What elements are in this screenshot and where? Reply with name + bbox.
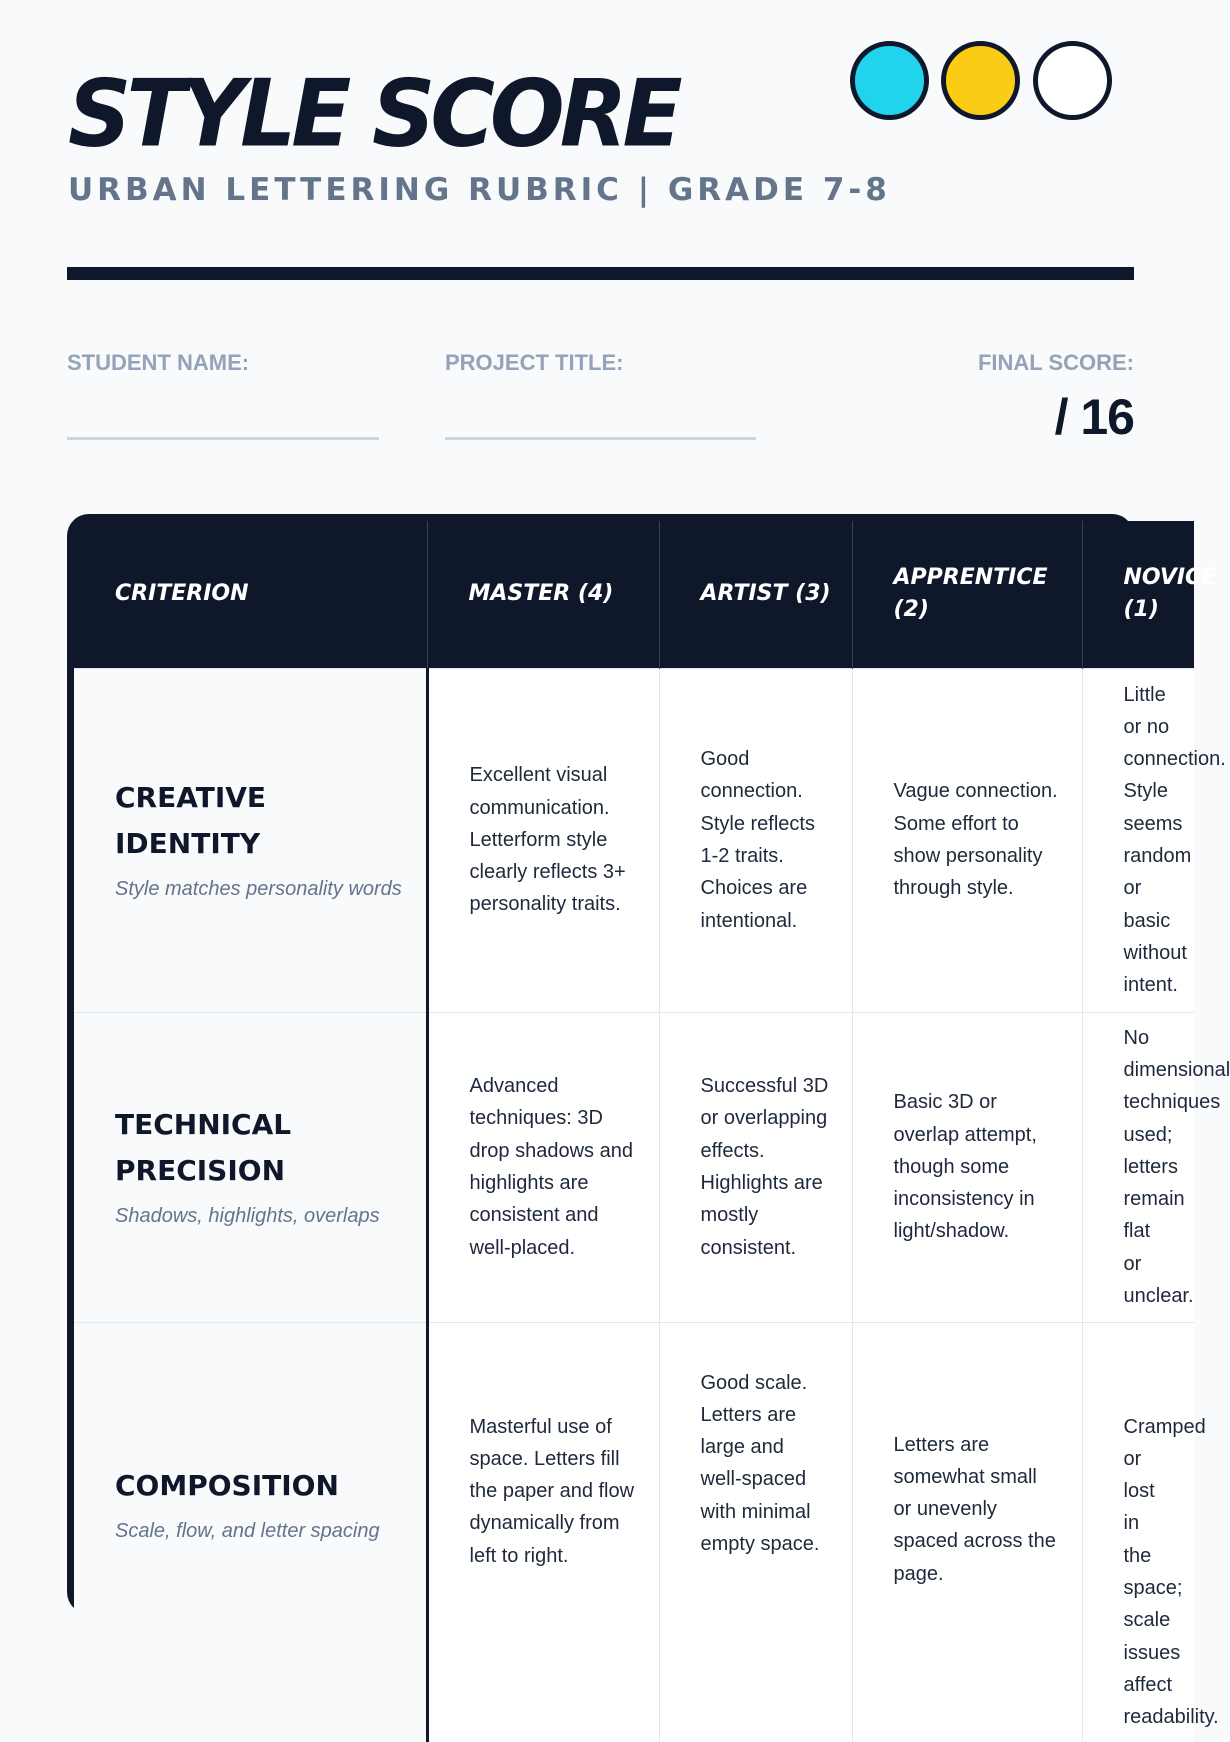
criterion-name: COMPOSITION — [115, 1468, 339, 1502]
project-title-label: PROJECT TITLE: — [445, 350, 624, 375]
table-row — [74, 1322, 1194, 1742]
criterion-name: CREATIVE IDENTITY — [115, 781, 267, 860]
table-header-row — [74, 521, 1194, 668]
master-cell — [427, 1322, 659, 1742]
header-divider — [67, 267, 1134, 280]
master-cell: Excellent visual communication. Letterform style clearly reflects 3+ personality traits. — [427, 668, 659, 1012]
yellow-circle-icon — [941, 41, 1020, 120]
final-score-value: / 16 — [1054, 389, 1134, 445]
apprentice-cell — [852, 1322, 1082, 1742]
cyan-circle-icon — [850, 41, 929, 120]
novice-cell: Little or no connection. Style seems random or basic without intent. — [1082, 668, 1194, 1012]
artist-cell: Successful 3D or overlapping effects. Highlights are mostly consistent. — [659, 1012, 852, 1322]
student-name-label: STUDENT NAME: — [67, 350, 250, 375]
criterion-cell — [74, 1322, 427, 1742]
criterion-description: Shadows, highlights, overlaps — [115, 1205, 380, 1227]
table-row — [74, 1012, 1194, 1322]
criterion-name: TECHNICAL PRECISION — [115, 1108, 292, 1187]
white-circle-icon — [1033, 41, 1112, 120]
novice-cell — [1082, 1322, 1219, 1742]
table-row — [74, 668, 1194, 1012]
header-apprentice: APPRENTICE (2) — [852, 521, 1082, 668]
novice-cell-text: Cramped or lost in the space; scale issues affect readability. — [1123, 1415, 1219, 1729]
project-title-field[interactable] — [445, 437, 756, 440]
final-score-label: FINAL SCORE: — [977, 350, 1134, 375]
criterion-cell — [74, 1012, 427, 1322]
header-criterion: CRITERION — [74, 521, 427, 668]
apprentice-cell-text: Letters are somewhat small or unevenly spaced across the page. — [893, 1433, 1056, 1585]
master-cell-text: Masterful use of space. Letters fill the paper and flow dynamically from left to right. — [469, 1415, 635, 1567]
apprentice-cell: Basic 3D or overlap attempt, though some inconsistency in light/shadow. — [852, 1012, 1082, 1322]
criterion-description: Scale, flow, and letter spacing — [115, 1519, 380, 1542]
artist-cell — [659, 1322, 852, 1742]
page-subtitle: URBAN LETTERING RUBRIC | GRADE 7-8 — [68, 172, 891, 208]
header-artist: ARTIST (3) — [659, 521, 852, 668]
header-novice: NOVICE (1) — [1082, 521, 1194, 668]
apprentice-cell: Vague connection. Some effort to show personality through style. — [852, 668, 1082, 1012]
master-cell: Advanced techniques: 3D drop shadows and highlights are consistent and well-placed. — [427, 1012, 659, 1322]
rubric-table — [67, 514, 1230, 1729]
header-master: MASTER (4) — [427, 521, 659, 668]
student-name-field[interactable] — [67, 437, 379, 440]
artist-cell-text: Good scale. Letters are large and well-spaced with minimal empty space. — [700, 1371, 820, 1555]
criterion-cell — [74, 668, 427, 1012]
page-title: STYLE SCORE — [68, 59, 678, 168]
criterion-description: Style matches personality words — [115, 878, 402, 900]
novice-cell: No dimensional techniques used; letters remain flat or unclear. — [1082, 1012, 1194, 1322]
artist-cell: Good connection. Style reflects 1-2 traits. Choices are intentional. — [659, 668, 852, 1012]
